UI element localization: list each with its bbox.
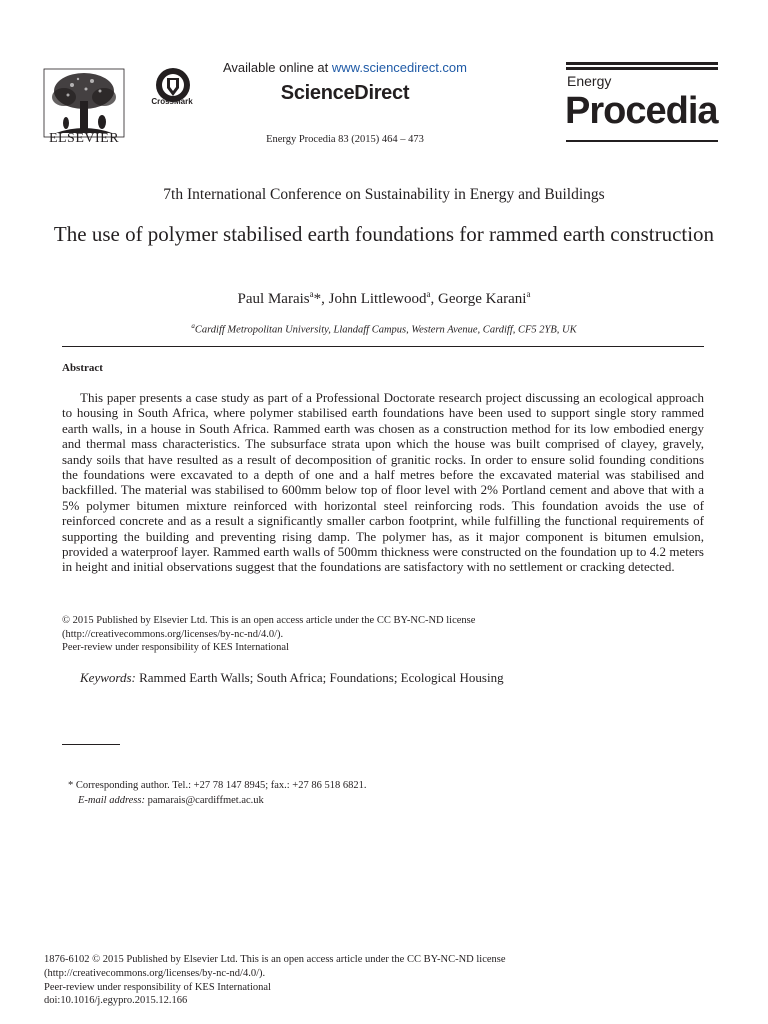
- license-link[interactable]: (http://creativecommons.org/licenses/by-nc-nd/4.0/).: [62, 628, 284, 640]
- corresponding-author-line: * Corresponding author. Tel.: +27 78 147 8945; fax.: +27 86 518 6821.: [68, 780, 367, 791]
- affiliation: [0, 322, 768, 336]
- availability-prefix: Available online at: [222, 60, 332, 75]
- footer-issn-line: 1876-6102 © 2015 Published by Elsevier Ltd. This is an open access article under the CC BY-NC-ND license: [44, 954, 506, 965]
- journal-logo-procedia: Procedia: [565, 90, 718, 132]
- footer-license-link[interactable]: (http://creativecommons.org/licenses/by-nc-nd/4.0/).: [44, 967, 266, 979]
- publication-footer: [44, 953, 506, 1008]
- license-line: © 2015 Published by Elsevier Ltd. This is an open access article under the CC BY-NC-ND license: [62, 615, 476, 626]
- license-line: Peer-review under responsibility of KES International: [62, 642, 289, 654]
- availability-line: [205, 60, 485, 75]
- keywords: [80, 670, 504, 686]
- paper-title: The use of polymer stabilised earth foundations for rammed earth construction: [53, 222, 715, 246]
- author-affiliation-mark: a: [526, 289, 531, 299]
- header-divider: [62, 346, 704, 347]
- author-name: Paul Marais: [237, 291, 310, 307]
- keywords-label: Keywords:: [80, 670, 136, 685]
- author-name: George Karani: [438, 291, 527, 307]
- keywords-text: Rammed Earth Walls; South Africa; Foundations; Ecological Housing: [135, 670, 504, 685]
- abstract-heading: Abstract: [62, 362, 103, 374]
- journal-logo-underline: [566, 140, 718, 142]
- email-address[interactable]: pamarais@cardiffmet.ac.uk: [144, 795, 264, 806]
- footer-doi[interactable]: doi:10.1016/j.egypro.2015.12.166: [44, 995, 188, 1007]
- journal-logo-rules: [566, 62, 718, 72]
- author-affiliation-mark: a: [309, 289, 314, 299]
- license-block: [62, 614, 562, 655]
- affiliation-mark: a: [191, 322, 195, 330]
- crossmark-label: CrossMark: [151, 97, 193, 106]
- author-affiliation-mark: a: [426, 289, 431, 299]
- author-name: John Littlewood: [328, 291, 427, 307]
- corresponding-author-footnote: [68, 778, 366, 808]
- journal-logo-energy: Energy: [567, 73, 612, 89]
- footnote-divider: [62, 744, 120, 745]
- email-label: E-mail address:: [78, 795, 145, 806]
- conference-name: 7th International Conference on Sustainability in Energy and Buildings: [163, 186, 605, 203]
- sciencedirect-link[interactable]: www.sciencedirect.com: [331, 60, 467, 75]
- abstract-body: This paper presents a case study as part of a Professional Doctorate research project discussing an ecological approach to housing in South Africa, where polymer stabilised earth foundations have been used to support single story rammed earth walls, in a house in South Africa. Rammed earth was chosen as a construction method for its low embodied energy and thermal mass characteristics. The subsurface strata upon which the house was built comprised of clayey, gravely, sandy soils that have resulted as a result of decomposition of granitic rocks. In order to ensure solid founding conditions the foundations were excavated to a depth of one and a half metres before the excavated material was stabilised and backfilled. The material was stabilised to 600mm below top of floor level with 2% Portland cement and above that with a 5% polymer bitumen mixture reinforced with horizontal steel reinforcing rods. This foundation avoids the use of reinforced concrete and as a result a significantly smaller carbon footprint, while fulfilling the functional requirements of supporting the building and preventing rising damp. The polymer has, as it major component is bitumen emulsion, provided a waterproof layer. Rammed earth walls of 500mm thickness were constructed on the foundation up to 4.2 meters in height and initial observations suggest that the foundations are satisfactory with no settlement or cracking detected.: [62, 390, 704, 575]
- email-line: [68, 793, 366, 808]
- journal-citation: Energy Procedia 83 (2015) 464 – 473: [266, 134, 424, 145]
- author-separator: ,: [430, 291, 439, 307]
- elsevier-wordmark: ELSEVIER: [48, 131, 120, 146]
- sciencedirect-logo: ScienceDirect: [280, 82, 410, 104]
- affiliation-text: Cardiff Metropolitan University, Llandaff Campus, Western Avenue, Cardiff, CF5 2YB, UK: [194, 324, 577, 336]
- author-separator: *,: [313, 291, 329, 307]
- footer-peer-review: Peer-review under responsibility of KES International: [44, 981, 271, 993]
- author-list: [0, 289, 768, 308]
